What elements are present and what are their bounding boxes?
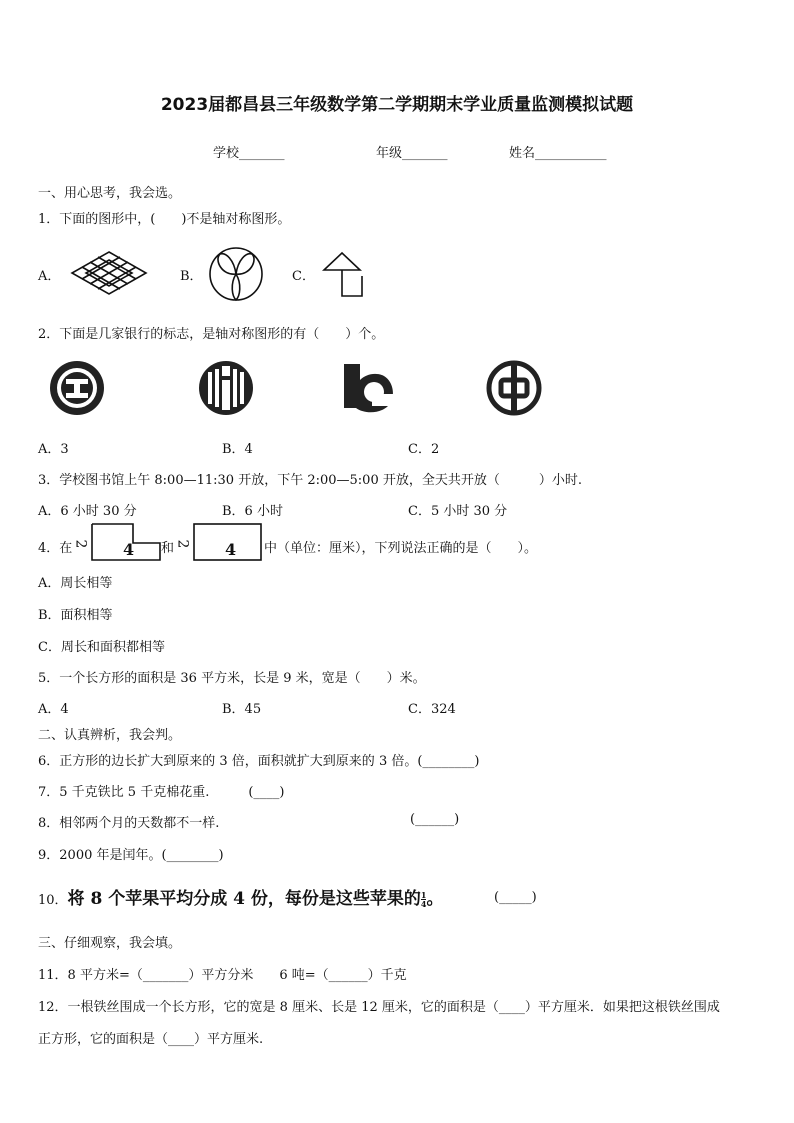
q10-text: 将 8 个苹果平均分成 4 份，每份是这些苹果的 [67,889,421,909]
q10-number: 10． [38,893,68,908]
question-11[interactable]: 11．8 平方米=（_______）平方分米 6 吨=（______）千克 [38,968,407,983]
q5-option-b[interactable]: B．45 [222,702,262,717]
q2-option-b[interactable]: B．4 [222,442,253,457]
q3-option-c[interactable]: C．5 小时 30 分 [408,504,508,519]
q1-option-b[interactable]: B． [180,269,203,284]
question-8: 8．相邻两个月的天数都不一样. [38,816,220,831]
q4-shape1-side-label: 2 [72,539,89,549]
school-field[interactable]: 学校_______ [213,146,285,161]
q3-option-a[interactable]: A．6 小时 30 分 [38,504,137,519]
q4-shape2-side-label: 2 [174,539,191,549]
question-10 [38,884,443,909]
bank-logo-1-icon [49,360,105,416]
question-4-suffix: 中（单位：厘米），下列说法正确的是（ ）。 [264,541,538,556]
question-12-line-2[interactable]: 正方形，它的面积是（____）平方厘米. [38,1032,264,1047]
question-7[interactable]: 7．5 千克铁比 5 千克棉花重. (____) [38,785,285,800]
question-6[interactable]: 6．正方形的边长扩大到原来的 3 倍，面积就扩大到原来的 3 倍。(________) [38,754,480,769]
question-1: 1．下面的图形中，( )不是轴对称图形。 [38,212,291,227]
q8-answer-blank[interactable]: (______) [410,812,460,827]
question-3: 3．学校图书馆上午 8:00—11:30 开放，下午 2:00—5:00 开放，全天共开放（ ）小时. [38,473,582,488]
q10-fraction-denominator: 4 [420,899,427,909]
name-field[interactable]: 姓名___________ [509,146,607,161]
question-9[interactable]: 9．2000 年是闰年。(________) [38,848,224,863]
q2-option-a[interactable]: A．3 [38,442,69,457]
q10-fraction-numerator: 1 [420,890,427,900]
bank-logo-3-icon [342,360,398,416]
question-12-line-1[interactable]: 12．一根铁丝围成一个长方形，它的宽是 8 厘米、长是 12 厘米，它的面积是（____）平方厘米．如果把这根铁丝围成 [38,1000,720,1015]
q4-option-c[interactable]: C．周长和面积都相等 [38,640,165,655]
q4-option-b[interactable]: B．面积相等 [38,608,113,623]
q10-answer-blank[interactable]: (_____) [494,890,537,905]
section-heading-1: 一、用心思考，我会选。 [38,186,182,201]
bank-logo-4-icon [486,360,542,416]
q10-end: 。 [426,889,444,909]
q4-option-a[interactable]: A．周长相等 [38,576,113,591]
knot-figure-icon [68,248,150,298]
q1-option-c[interactable]: C． [292,269,315,284]
question-4-prefix: 4．在 [38,541,73,556]
bank-logo-2-icon [198,360,254,416]
q2-option-c[interactable]: C．2 [408,442,440,457]
q4-shape2-base-label: 4 [225,540,237,559]
q3-option-b[interactable]: B．6 小时 [222,504,283,519]
section-heading-3: 三、仔细观察，我会填。 [38,936,182,951]
q1-option-a[interactable]: A． [38,269,61,284]
section-heading-2: 二、认真辨析，我会判。 [38,728,182,743]
arrow-figure-icon [322,250,366,300]
q5-option-c[interactable]: C．324 [408,702,456,717]
page-title: 2023届都昌县三年级数学第二学期期末学业质量监测模拟试题 [160,95,634,115]
circle-trefoil-figure-icon [208,246,264,302]
question-5: 5．一个长方形的面积是 36 平方米，长是 9 米，宽是（ ）米。 [38,671,426,686]
question-4-and: 和 [161,541,175,556]
question-2: 2．下面是几家银行的标志，是轴对称图形的有（ ）个。 [38,327,385,342]
grade-field[interactable]: 年级_______ [376,146,448,161]
q5-option-a[interactable]: A．4 [38,702,69,717]
q4-shape1-base-label: 4 [123,540,135,559]
